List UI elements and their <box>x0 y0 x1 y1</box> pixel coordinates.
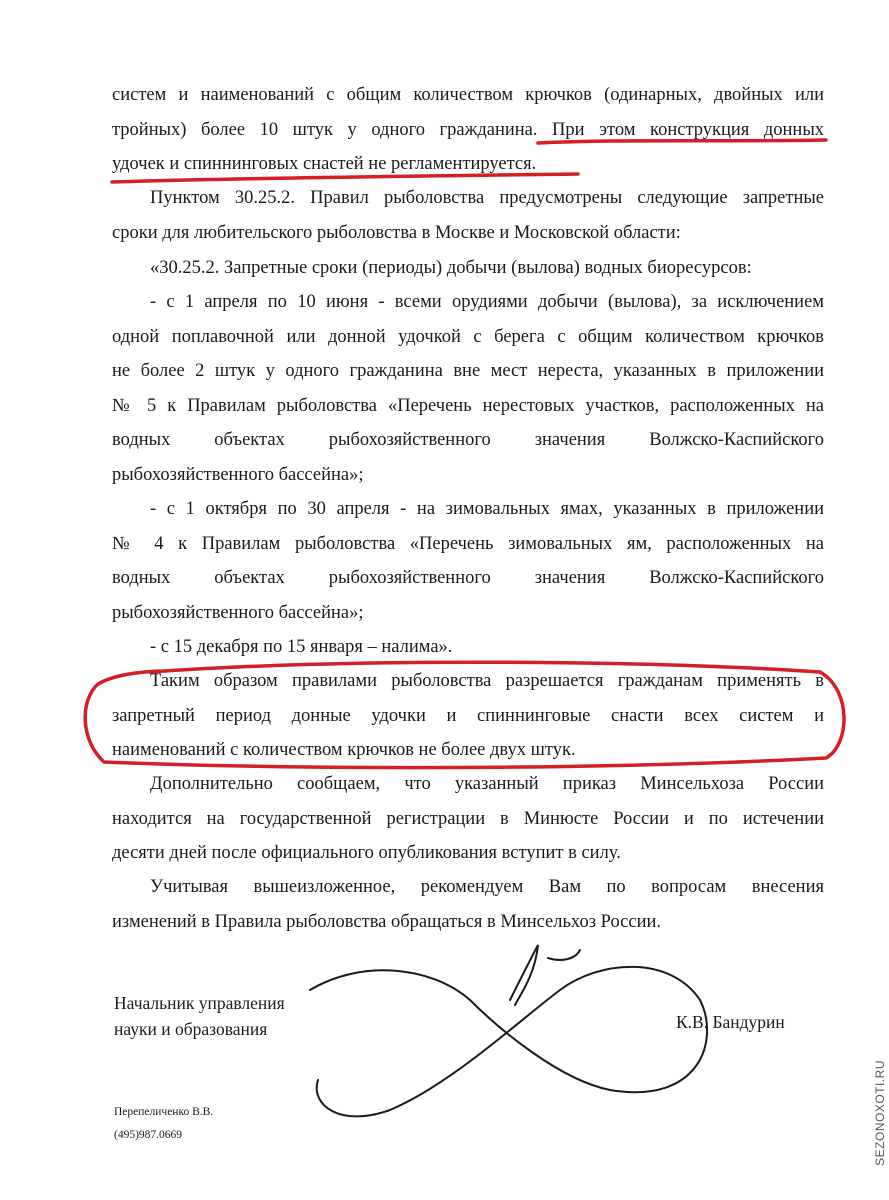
paragraph-recommendation <box>112 870 824 939</box>
text-line: водных объектах рыбохозяйственного значения Волжско-Каспийского <box>112 568 824 588</box>
text-line: № 4 к Правилам рыболовства «Перечень зимовальных ям, расположенных на <box>112 533 824 554</box>
text-line: систем и наименований с общим количеством крючков (одинарных, двойных или <box>112 85 824 105</box>
list-item-october-april <box>112 492 824 630</box>
handwritten-signature <box>310 945 707 1116</box>
paragraph-additional <box>112 767 824 871</box>
text-line: Учитывая вышеизложенное, рекомендуем Вам по вопросам внесения <box>150 877 824 897</box>
list-item-april-june <box>112 285 824 492</box>
list-item-december-january <box>112 630 824 665</box>
text-line: десяти дней после официального опубликования вступит в силу. <box>112 843 621 863</box>
text-line: Дополнительно сообщаем, что указанный приказ Минсельхоза России <box>150 774 824 794</box>
text-line: запретный период донные удочки и спиннинговые снасти всех систем и <box>112 705 824 726</box>
text-line: тройных) более 10 штук у одного гражданина. При этом конструкция донных <box>112 119 824 140</box>
text-line: Пунктом 30.25.2. Правил рыболовства предусмотрены следующие запретные <box>150 188 824 208</box>
quote-title <box>112 251 824 286</box>
text-line: наименований с количеством крючков не более двух штук. <box>112 740 576 760</box>
text-line: - с 15 декабря по 15 января – налима». <box>150 637 453 657</box>
signatory-title-line: Начальник управления <box>114 993 285 1013</box>
text-line: удочек и спиннинговых снастей не регламентируется. <box>112 154 537 174</box>
signatory-title <box>114 990 285 1042</box>
paragraph-conclusion <box>112 664 824 768</box>
paragraph-hooks-limit <box>112 78 824 182</box>
text-line: изменений в Правила рыболовства обращаться в Минсельхоз России. <box>112 911 662 932</box>
signatory-name: К.В. Бандурин <box>676 1012 785 1032</box>
watermark: SEZONOXOTI.RU <box>873 1060 887 1166</box>
text-line: рыбохозяйственного бассейна»; <box>112 602 364 623</box>
text-line: - с 1 апреля по 10 июня - всеми орудиями добычи (вылова), за исключением <box>150 292 824 312</box>
text-line: - с 1 октября по 30 апреля - на зимовальных ямах, указанных в приложении <box>150 499 824 519</box>
executor-name: Перепеличенко В.В. <box>114 1106 214 1118</box>
text-line: Таким образом правилами рыболовства разрешается гражданам применять в <box>150 671 824 691</box>
text-line: «30.25.2. Запретные сроки (периоды) добычи (вылова) водных биоресурсов: <box>150 258 752 278</box>
text-line: рыбохозяйственного бассейна»; <box>112 464 364 485</box>
text-line: № 5 к Правилам рыболовства «Перечень нерестовых участков, расположенных на <box>112 395 824 416</box>
executor-phone: (495)987.0669 <box>114 1129 183 1141</box>
signatory-title-line: науки и образования <box>114 1019 268 1039</box>
paragraph-rule-intro <box>112 181 824 250</box>
text-line: водных объектах рыбохозяйственного значения Волжско-Каспийского <box>112 430 824 450</box>
text-line: не более 2 штук у одного гражданина вне мест нереста, указанных в приложении <box>112 361 824 381</box>
text-line: находится на государственной регистрации в Минюсте России и по истечении <box>112 808 824 829</box>
text-line: сроки для любительского рыболовства в Москве и Московской области: <box>112 222 681 243</box>
text-line: одной поплавочной или донной удочкой с берега с общим количеством крючков <box>112 326 824 347</box>
